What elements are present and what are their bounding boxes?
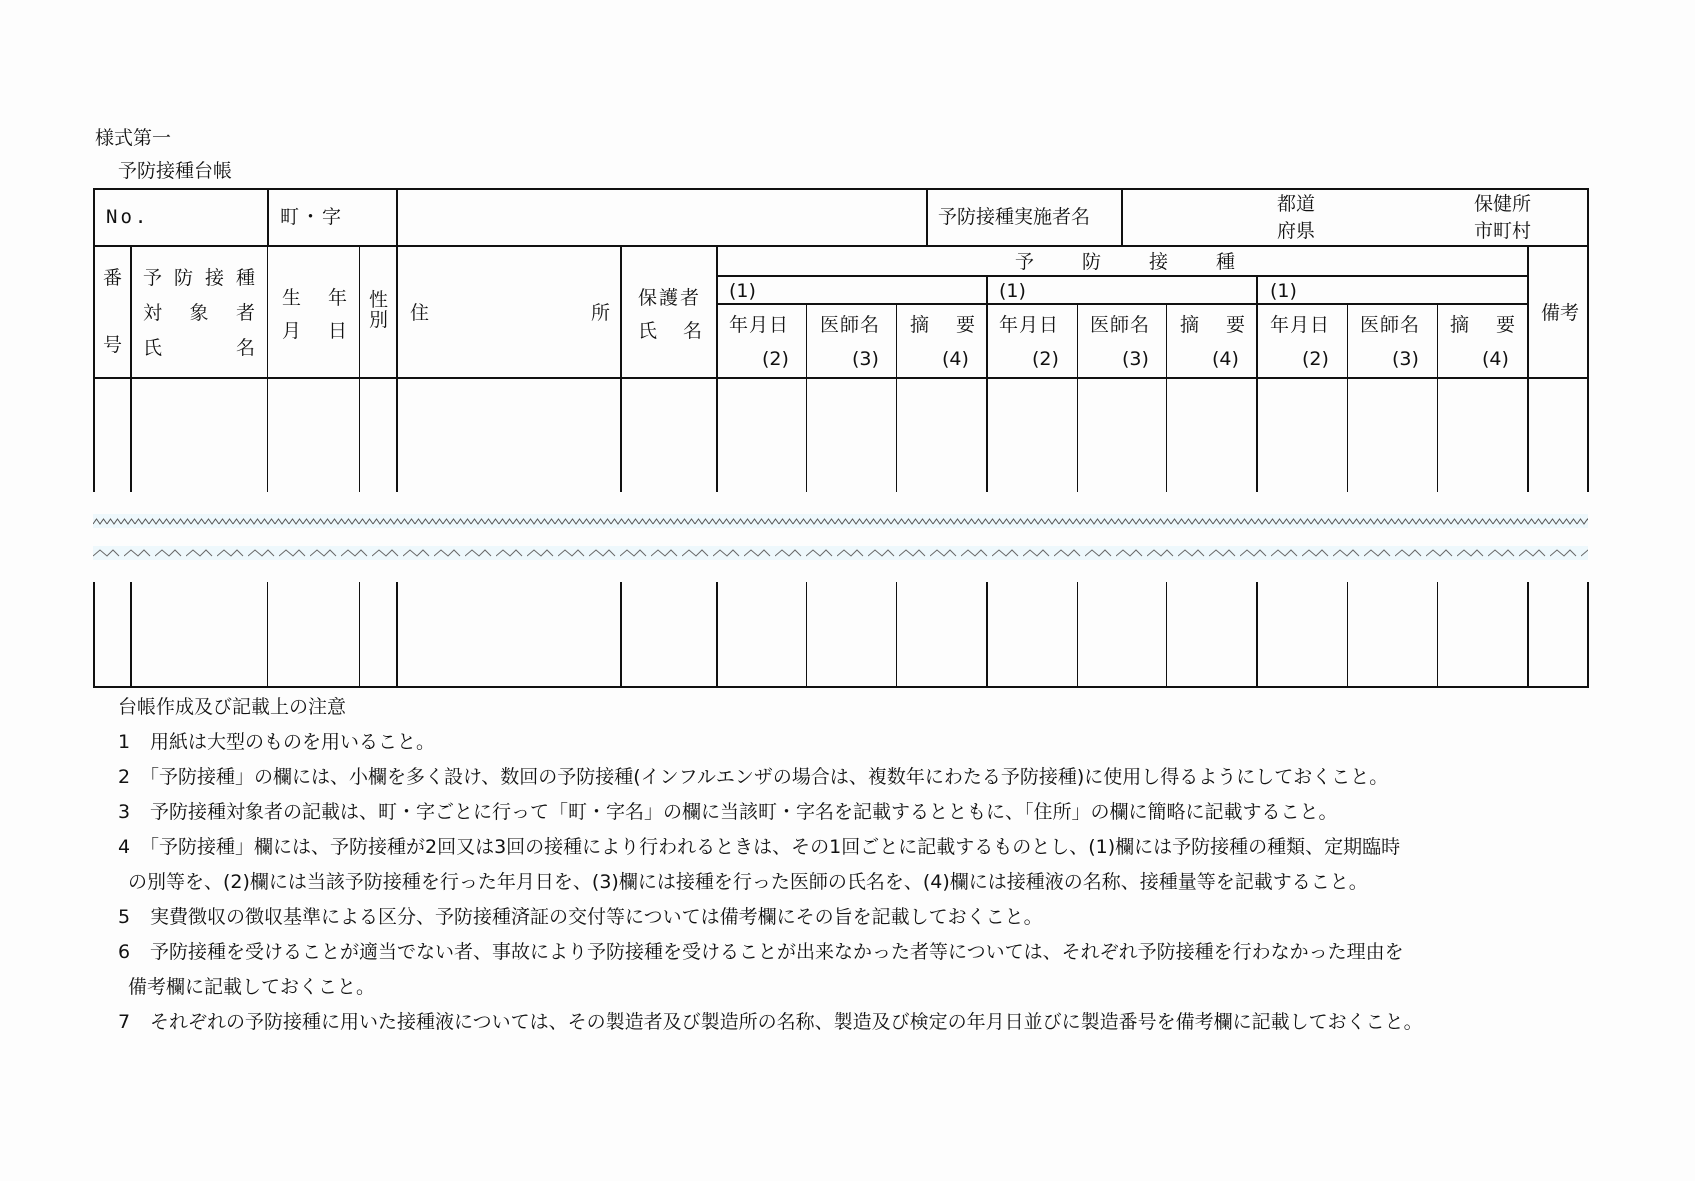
- sex-header-bottom: 別: [369, 309, 389, 331]
- note-text-continued: 備考欄に記載しておくこと。: [128, 976, 376, 998]
- sex-header-top: 性: [369, 289, 389, 311]
- note-text-continued: の別等を、(2)欄には当該予防接種を行った年月日を、(3)欄には接種を行った医師の氏名を、(4)欄には接種液の名称、接種量等を記載すること。: [128, 871, 1368, 893]
- char: 予: [143, 267, 163, 289]
- char: 者: [235, 302, 255, 324]
- divider: [267, 188, 269, 246]
- row-divider: [93, 245, 1589, 247]
- char: 対: [143, 302, 163, 324]
- summary-header-num: (4): [942, 348, 969, 370]
- doctor-header-num: (3): [852, 348, 879, 370]
- note-number: 4: [118, 836, 131, 858]
- vaccine-type-label: (1): [1270, 280, 1297, 302]
- char: 年: [327, 287, 347, 309]
- page-title: 予防接種台帳: [118, 160, 233, 182]
- char: 種: [1215, 251, 1235, 273]
- note-number: 3: [118, 801, 131, 823]
- birthdate-header-line1: [282, 287, 347, 309]
- char: 月: [282, 320, 302, 342]
- doctor-header-num: (3): [1392, 348, 1419, 370]
- prefecture-label-bottom: 府県: [1277, 220, 1316, 242]
- char: 防: [173, 267, 193, 289]
- divider: [926, 188, 928, 246]
- table-row[interactable]: [95, 380, 1587, 492]
- table-border-right: [1587, 188, 1589, 492]
- char: 接: [204, 267, 224, 289]
- doctor-header: 医師名: [1360, 314, 1421, 336]
- date-header: 年月日: [999, 314, 1060, 336]
- note-text: 「予防接種」の欄には、小欄を多く設け、数回の予防接種(インフルエンザの場合は、複数年にわたる予防接種)に使用し得るようにしておくこと。: [140, 766, 1389, 788]
- town-label: 町・字: [280, 206, 344, 228]
- table-border-bottom: [93, 686, 1589, 688]
- char: 名: [235, 337, 255, 359]
- note-number: 5: [118, 906, 131, 928]
- vaccine-type-label: (1): [999, 280, 1026, 302]
- guardian-header-line1: 保護者: [638, 287, 702, 309]
- note-text: 「予防接種」欄には、予防接種が2回又は3回の接種により行われるときは、その1回ごとに記載するものとし、(1)欄には予防接種の種類、定期臨時: [140, 836, 1401, 858]
- summary-header: 摘 要: [1450, 314, 1520, 336]
- vaccination-type-divider: [717, 303, 1528, 305]
- omission-wave-line: [93, 546, 1588, 560]
- char: 象: [189, 302, 209, 324]
- prefecture-label-top: 都道: [1277, 193, 1316, 215]
- form-number: 様式第一: [95, 127, 172, 149]
- summary-header: 摘 要: [910, 314, 980, 336]
- note-text: 予防接種対象者の記載は、町・字ごとに行って「町・字名」の欄に当該町・字名を記載するとともに、「住所」の欄に簡略に記載すること。: [150, 801, 1338, 823]
- vaccination-title-divider: [717, 275, 1528, 277]
- town-value-field[interactable]: [398, 190, 925, 245]
- subject-name-header-line1: [143, 267, 255, 289]
- omission-wave-line: [93, 514, 1588, 528]
- char: 住: [410, 302, 430, 324]
- header-bottom: [93, 377, 1589, 379]
- char: 所: [590, 302, 610, 324]
- doctor-header: 医師名: [1090, 314, 1151, 336]
- note-number: 1: [118, 731, 131, 753]
- char: 種: [235, 267, 255, 289]
- health-center-label: 保健所: [1474, 193, 1532, 215]
- subject-name-header-line3: [143, 337, 255, 359]
- number-header-bottom: 号: [103, 334, 123, 356]
- vaccine-type-label: (1): [729, 280, 756, 302]
- note-text: 実費徴収の徴収基準による区分、予防接種済証の交付等については備考欄にその旨を記載しておくこと。: [150, 906, 1043, 928]
- summary-header: 摘 要: [1180, 314, 1250, 336]
- vaccination-header: [1015, 251, 1235, 273]
- table-border-right: [1587, 582, 1589, 687]
- subject-name-header-line2: [143, 302, 255, 324]
- char: 接: [1148, 251, 1168, 273]
- implementer-label: 予防接種実施者名: [938, 206, 1091, 228]
- char: 名: [682, 320, 702, 342]
- date-header-num: (2): [1302, 348, 1329, 370]
- note-number: 7: [118, 1011, 131, 1033]
- char: 日: [327, 320, 347, 342]
- number-header-top: 番: [103, 267, 123, 289]
- table-row[interactable]: [95, 582, 1587, 686]
- char: 予: [1015, 251, 1035, 273]
- note-text: 用紙は大型のものを用いること。: [150, 731, 436, 753]
- char: 氏: [638, 320, 658, 342]
- date-header: 年月日: [729, 314, 790, 336]
- date-header-num: (2): [762, 348, 789, 370]
- char: 防: [1081, 251, 1101, 273]
- char: 生: [282, 287, 302, 309]
- char: 氏: [143, 337, 163, 359]
- note-text: 予防接種を受けることが適当でない者、事故により予防接種を受けることが出来なかった者等については、それぞれ予防接種を行わなかった理由を: [150, 941, 1404, 963]
- summary-header-num: (4): [1212, 348, 1239, 370]
- date-header-num: (2): [1032, 348, 1059, 370]
- birthdate-header-line2: [282, 320, 347, 342]
- note-text: それぞれの予防接種に用いた接種液については、その製造者及び製造所の名称、製造及び検定の年月日並びに製造番号を備考欄に記載しておくこと。: [150, 1011, 1423, 1033]
- address-header: [410, 302, 610, 324]
- municipality-label: 市町村: [1474, 220, 1532, 242]
- guardian-header-line2: [638, 320, 702, 342]
- remarks-header: 備考: [1541, 302, 1580, 324]
- note-number: 2: [118, 766, 131, 788]
- date-header: 年月日: [1270, 314, 1331, 336]
- summary-header-num: (4): [1482, 348, 1509, 370]
- notes-title: 台帳作成及び記載上の注意: [118, 696, 347, 718]
- doctor-header-num: (3): [1122, 348, 1149, 370]
- no-label: No.: [106, 206, 150, 228]
- note-number: 6: [118, 941, 131, 963]
- doctor-header: 医師名: [820, 314, 881, 336]
